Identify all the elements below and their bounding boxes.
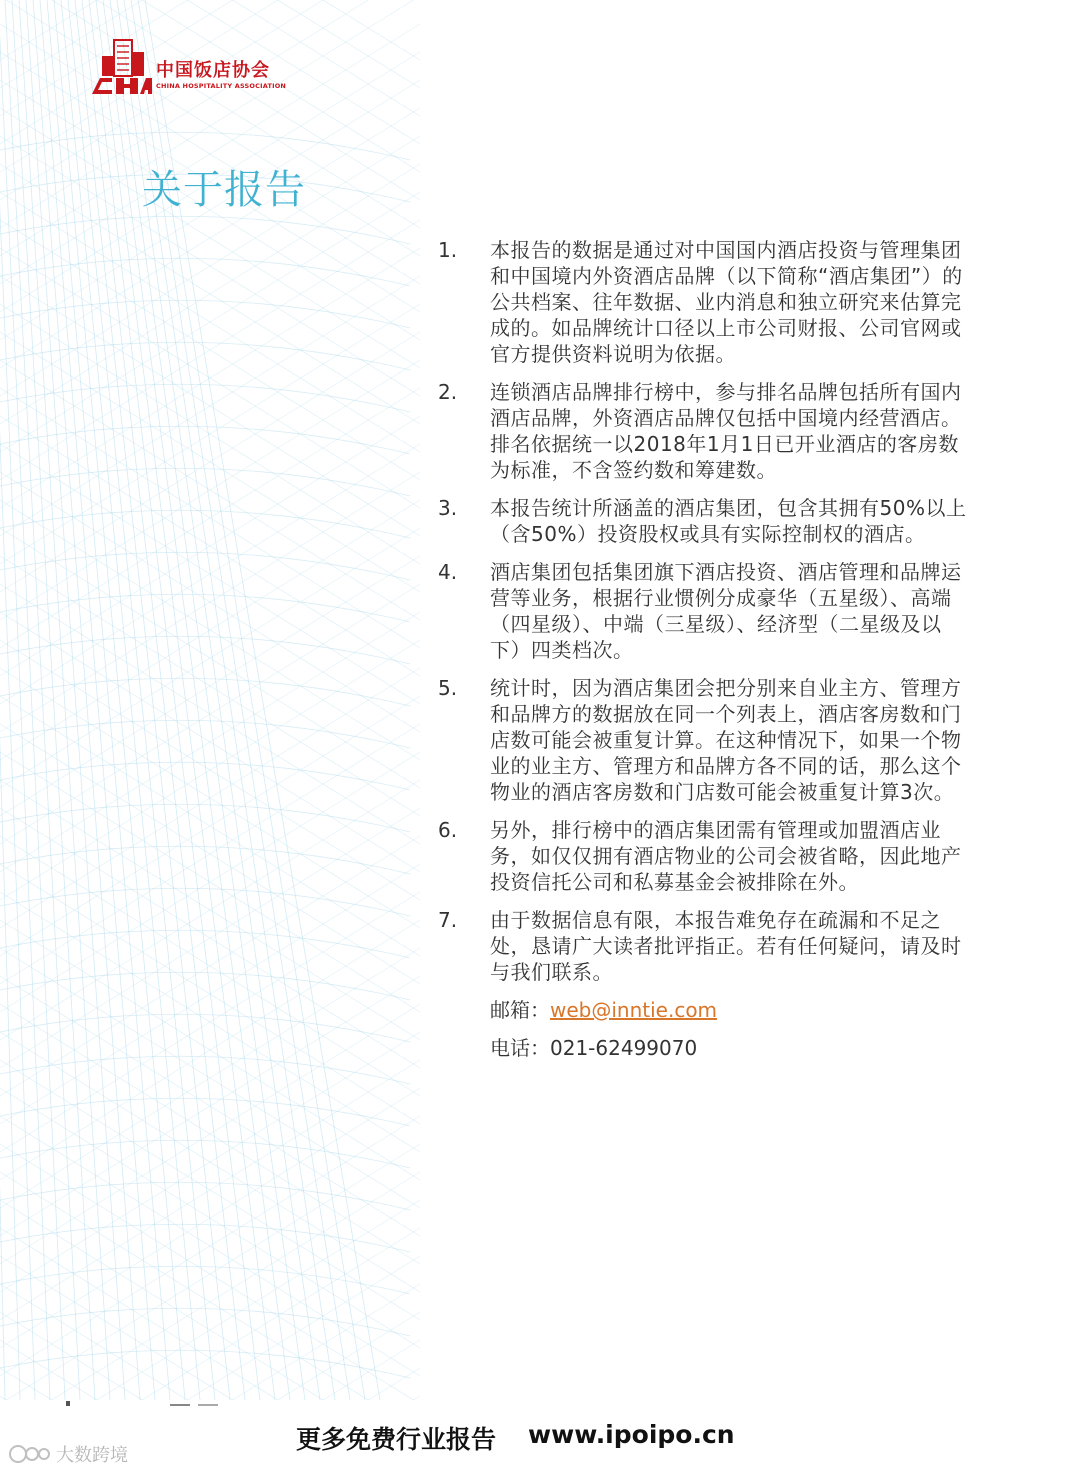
note-number: 1. — [438, 238, 458, 262]
report-notes — [438, 237, 968, 1073]
note-text: 连锁酒店品牌排行榜中，参与排名品牌包括所有国内酒店品牌，外资酒店品牌仅包括中国境内经营酒店。排名依据统一以2018年1月1日已开业酒店的客房数为标准，不含签约数和筹建数。 — [490, 380, 962, 482]
footer-divider-mark — [66, 1401, 70, 1406]
note-number: 7. — [438, 908, 458, 932]
note-item — [438, 817, 968, 895]
note-item — [438, 237, 968, 367]
logo-name: 中国饭店协会 — [156, 60, 270, 81]
note-item — [438, 675, 968, 805]
watermark — [8, 1440, 128, 1468]
note-number: 5. — [438, 676, 458, 700]
note-text: 统计时，因为酒店集团会把分别来自业主方、管理方和品牌方的数据放在同一个列表上，酒店客房数和门店数可能会被重复计算。在这种情况下，如果一个物业的业主方、管理方和品牌方各不同的话，那么这个物业的酒店客房数和门店数可能会被重复计算3次。 — [490, 676, 962, 804]
note-item — [438, 379, 968, 483]
note-number: 4. — [438, 560, 458, 584]
footer-divider-mark — [198, 1404, 218, 1406]
email-label: 邮箱： — [490, 998, 550, 1022]
note-item — [438, 907, 968, 985]
note-text: 本报告统计所涵盖的酒店集团，包含其拥有50%以上（含50%）投资股权或具有实际控制权的酒店。 — [490, 496, 967, 546]
watermark-text: 大数跨境 — [56, 1445, 128, 1466]
email-row — [490, 997, 968, 1023]
note-number: 3. — [438, 496, 458, 520]
footer-url-link[interactable]: www.ipoipo.cn — [528, 1420, 735, 1449]
note-item — [438, 559, 968, 663]
footer-promo-text: 更多免费行业报告 — [296, 1425, 497, 1454]
page-title: 关于报告 — [142, 167, 306, 213]
logo-building-icon — [90, 38, 154, 98]
footer-divider-mark — [170, 1404, 190, 1406]
email-link[interactable]: web@inntie.com — [550, 998, 718, 1022]
note-number: 6. — [438, 818, 458, 842]
phone-number: 021-62499070 — [550, 1036, 698, 1060]
watermark-logo-icon — [8, 1442, 52, 1466]
phone-row — [490, 1035, 968, 1061]
association-logo — [90, 38, 310, 98]
phone-label: 电话： — [490, 1036, 550, 1060]
note-text: 本报告的数据是通过对中国国内酒店投资与管理集团和中国境内外资酒店品牌（以下简称“酒店集团”）的公共档案、往年数据、业内消息和独立研究来估算完成的。如品牌统计口径以上市公司财报、公司官网或官方提供资料说明为依据。 — [490, 238, 963, 366]
contact-info — [438, 997, 968, 1061]
note-item — [438, 495, 968, 547]
note-text: 另外，排行榜中的酒店集团需有管理或加盟酒店业务，如仅仅拥有酒店物业的公司会被省略，因此地产投资信托公司和私募基金会被排除在外。 — [490, 818, 962, 894]
note-number: 2. — [438, 380, 458, 404]
note-text: 酒店集团包括集团旗下酒店投资、酒店管理和品牌运营等业务，根据行业惯例分成豪华（五星级）、高端（四星级）、中端（三星级）、经济型（二星级及以下）四类档次。 — [490, 560, 962, 662]
logo-subtitle: CHINA HOSPITALITY ASSOCIATION — [156, 82, 287, 90]
note-text: 由于数据信息有限，本报告难免存在疏漏和不足之处，恳请广大读者批评指正。若有任何疑问，请及时与我们联系。 — [490, 908, 962, 984]
